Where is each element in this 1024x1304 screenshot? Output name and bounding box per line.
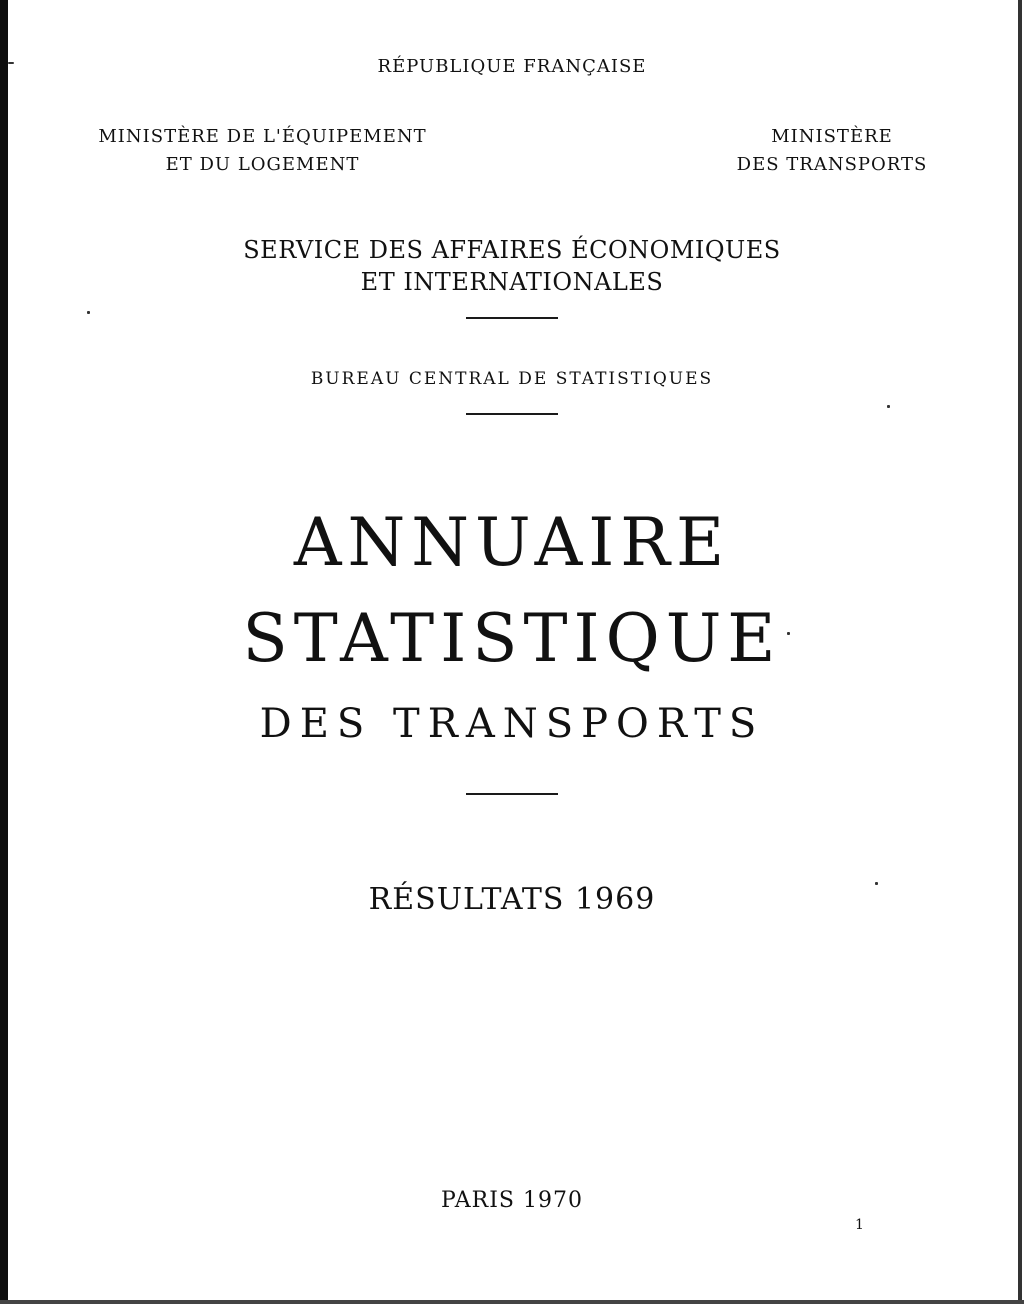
- scan-speck: [887, 405, 890, 408]
- ministry-equipment-line2: ET DU LOGEMENT: [165, 154, 360, 175]
- bureau-heading: BUREAU CENTRAL DE STATISTIQUES: [310, 369, 714, 389]
- ministry-transports-line2: DES TRANSPORTS: [736, 154, 928, 175]
- title-line-annuaire: ANNUAIRE: [293, 504, 731, 581]
- scan-bottom-edge: [0, 1300, 1024, 1304]
- service-line2: ET INTERNATIONALES: [360, 268, 664, 296]
- ministry-transports-line1: MINISTÈRE: [771, 126, 893, 147]
- results-year: RÉSULTATS 1969: [368, 882, 656, 917]
- scan-speck: [8, 62, 14, 64]
- imprint-place-year: PARIS 1970: [441, 1188, 583, 1213]
- scan-speck: [87, 311, 90, 314]
- scan-speck: [875, 882, 878, 885]
- republic-heading: RÉPUBLIQUE FRANÇAISE: [377, 56, 647, 77]
- title-line-des-transports: DES TRANSPORTS: [259, 701, 765, 747]
- title-line-statistique: STATISTIQUE: [242, 600, 782, 677]
- divider-rule-1: [466, 317, 558, 319]
- service-line1: SERVICE DES AFFAIRES ÉCONOMIQUES: [243, 236, 781, 264]
- scan-speck: [787, 632, 790, 635]
- divider-rule-2: [466, 413, 558, 415]
- page-number: 1: [855, 1217, 864, 1233]
- ministry-equipment-line1: MINISTÈRE DE L'ÉQUIPEMENT: [98, 126, 427, 147]
- divider-rule-3: [466, 793, 558, 795]
